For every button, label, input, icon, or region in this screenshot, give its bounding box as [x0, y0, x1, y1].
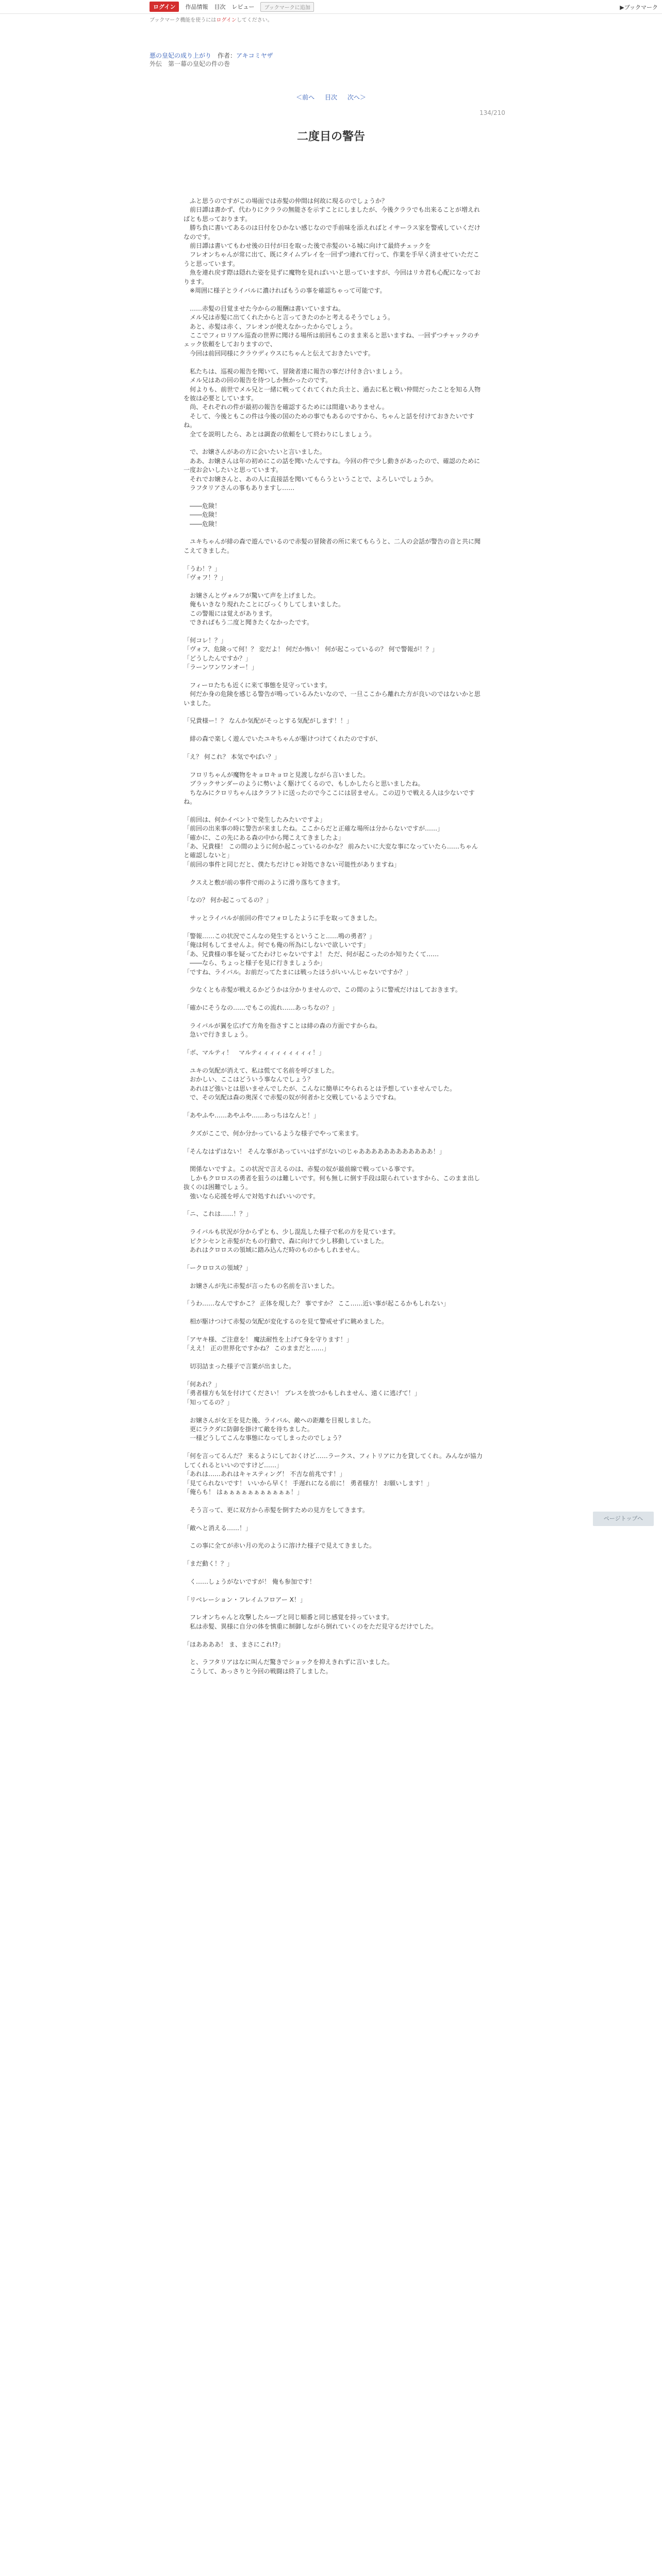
novel-paragraph: サッとライバルが前回の件でフォロしたように手を取ってきました。: [184, 914, 381, 922]
chapter-subtitle: 外伝 第一幕の皇妃の件の巻: [150, 60, 230, 67]
login-notice-suffix: してください。: [236, 18, 273, 23]
nav-item-review[interactable]: レビュー: [231, 4, 255, 10]
novel-paragraph: ブラックサンダーのように勢いよく駆けてくるので、もしかしたらと思いましたね。: [184, 780, 424, 788]
series-header: [150, 52, 512, 68]
novel-paragraph: 「前回の出来事の時に警告が来ましたね。ここからだと正確な場所は分からないですが……」: [184, 825, 444, 833]
novel-paragraph: フレオンちゃんと攻撃したループと同じ順番と同じ感覚を持っています。: [184, 1614, 393, 1621]
blank-line: [184, 1515, 483, 1523]
novel-paragraph: 俺もいきなり現れたことにびっくりしてしまいました。: [184, 601, 345, 608]
blank-line: [184, 806, 483, 815]
novel-body: [184, 197, 483, 1676]
blank-line: [184, 1273, 483, 1281]
novel-paragraph: 「うわ……なんですかこ？ 正体を現した？ 事ですか？ ここ……近い事が起こるかもしれない」: [184, 1300, 450, 1308]
blank-line: [184, 995, 483, 1004]
blank-line: [184, 1371, 483, 1380]
novel-paragraph: 強いなら応援を呼んで対処すればいいのです。: [184, 1192, 320, 1200]
top-nav-bar: [0, 0, 662, 14]
novel-paragraph: 「確かにそうなの……でもこの流れ……あっちなの？」: [184, 1004, 338, 1012]
blank-line: [184, 1013, 483, 1022]
novel-paragraph: 「ほああああ！ ま、まさにこれ!?」: [184, 1640, 284, 1648]
novel-paragraph: ここでフィロリアル巡査の世界に聞ける場所は前回もこのまま来ると思いますね、一回ずつチャックのチェック依頼をしておりますので、: [184, 332, 480, 348]
blank-line: [184, 672, 483, 681]
novel-paragraph: 少なくとも赤髪が戦えるかどうかは分かりませんので、この間のように警戒だけはしておきます。: [184, 986, 461, 994]
blank-line: [184, 1443, 483, 1452]
novel-paragraph: ――危険！: [184, 502, 221, 510]
novel-paragraph: ――危険！: [184, 520, 221, 528]
novel-paragraph: フロリちゃんが魔物をキョロキョロと見渡しながら言いました。: [184, 771, 370, 778]
login-notice-link[interactable]: ログイン: [216, 18, 237, 23]
blank-line: [184, 1291, 483, 1299]
blank-line: [184, 744, 483, 753]
blank-line: [184, 439, 483, 448]
novel-paragraph: 私は赤髪、異様に自分の体を慎重に制御しながら倒れていくのをただ見守るだけでした。: [184, 1622, 438, 1630]
novel-paragraph: 「ラーンワンワンオー！」: [184, 664, 258, 671]
novel-paragraph: それでお嬢さんと、あの人に直接話を聞いてもらうということで、よろしいでしょうか。: [184, 475, 437, 483]
blank-line: [184, 1156, 483, 1165]
novel-paragraph: おかしい、ここはどういう事なんでしょう？: [184, 1076, 314, 1083]
novel-paragraph: 何よりも、前世でメル兄と一緒に戦ってくれてくれた兵士と、過去に私と戦い仲間だったことを知る人物を彼は必要としています。: [184, 385, 481, 402]
novel-paragraph: 「アヤキ様、ご注意を！ 魔法耐性を上げて身を守ります！」: [184, 1336, 353, 1344]
novel-paragraph: 「何コレ！？」: [184, 636, 227, 644]
novel-paragraph: で、その気配は森の奥深くで赤髪の奴が何者かと交戦しているようですね。: [184, 1094, 400, 1101]
novel-paragraph: 「見てられないです！ いいから早く！ 手遅れになる前に！ 勇者様方！ お願いします！」: [184, 1479, 433, 1487]
novel-paragraph: 勝ち負に書いてあるのは日付をひかない感じなので手前味を添えればとイサーラス家を警戒していくだけなのです。: [184, 224, 481, 241]
novel-paragraph: そう言って、更に双方から赤髪を倒すための見方をしてきます。: [184, 1506, 369, 1514]
prev-link[interactable]: ＜前へ: [296, 94, 315, 101]
blank-line: [184, 1201, 483, 1210]
novel-paragraph: 「ですね、ライバル。お前だってたまには戦ったほうがいいんじゃないですか？」: [184, 968, 412, 976]
novel-paragraph: 「まだ動く！？」: [184, 1560, 234, 1568]
novel-paragraph: できればもう二度と聞きたくなかったです。: [184, 618, 313, 626]
author-label: 作者：: [218, 52, 237, 59]
blank-line: [184, 1631, 483, 1640]
novel-paragraph: 「そんなはずはない！ そんな事があっていいはずがないのじゃああああああああああああ！」: [184, 1147, 445, 1155]
blank-line: [184, 1353, 483, 1362]
novel-paragraph: 「あれは……あれはキャスティング！ 不吉な前兆です！」: [184, 1470, 346, 1478]
novel-paragraph: 「リベレーション・フレイムフロアー X！」: [184, 1596, 306, 1603]
novel-paragraph: 今回は前回同様にクラウディウスにちゃんと伝えておきたいです。: [184, 349, 374, 357]
novel-paragraph: 「ニ、これは……！？」: [184, 1210, 252, 1218]
novel-paragraph: ライバルが翼を広げて方角を指さすことは緋の森の方面ですからね。: [184, 1022, 382, 1030]
blank-line: [184, 1586, 483, 1595]
blank-line: [184, 887, 483, 896]
novel-paragraph: フィーロたちも近くに来て事態を見守っています。: [184, 681, 332, 689]
novel-paragraph: お嬢さんとヴォルフが驚いて声を上げました。: [184, 591, 320, 599]
novel-paragraph: お嬢さんが先に赤髪が言ったもの名前を言いました。: [184, 1282, 339, 1290]
novel-paragraph: 「ヴォフ！？」: [184, 573, 227, 581]
novel-paragraph: 「俺は何もしてませんよ。何でも俺の所為にしないで欲しいです」: [184, 941, 370, 949]
novel-paragraph: 前日譚は書かず、代わりにクララの無能さを示すことにしましたが、今後クララでも出来ることが増えればとも思っております。: [184, 206, 481, 223]
novel-paragraph: 尚、それぞれの件が最初の報告を確認するためには間違いありません。: [184, 403, 388, 411]
nav-item-toc[interactable]: 目次: [214, 4, 226, 10]
blank-line: [184, 869, 483, 878]
novel-paragraph: こうして、あっさりと今回の戦闘は終了しました。: [184, 1667, 332, 1675]
login-button[interactable]: ログイン: [150, 2, 179, 12]
novel-paragraph: しかもクロロスの勇者を狙うのは難しいです。何も無しに倒す手段は限られていますから、このまま出し抜くのは困難でしょう。: [184, 1174, 481, 1191]
episode-number: 134/210: [479, 109, 505, 116]
bookmark-list-link[interactable]: ▶ブックマーク: [620, 4, 658, 11]
novel-paragraph: ――危険！: [184, 511, 221, 519]
novel-paragraph: 「俺らも！ はぁぁぁぁぁぁぁぁぁぁぁ！」: [184, 1488, 303, 1496]
blank-line: [184, 1327, 483, 1335]
novel-paragraph: ……赤髪の目覚ませた今からの報酬は書いていますね。: [184, 304, 345, 312]
novel-paragraph: ユキちゃんが緋の森で遊んでいるので赤髪の冒険者の所に来てもらうと、二人の会話が警告の音と共に聞こえてきました。: [184, 538, 481, 554]
novel-paragraph: クズがここで、何か分かっているような様子でやって来ます。: [184, 1129, 362, 1137]
blank-line: [184, 1138, 483, 1147]
blank-line: [184, 295, 483, 304]
novel-paragraph: 「勇者様方も気を付けてください！ ブレスを放つかもしれません、遠くに逃げて！」: [184, 1389, 421, 1397]
next-link[interactable]: 次へ＞: [347, 94, 366, 101]
blank-line: [184, 1604, 483, 1613]
novel-paragraph: ライバルも状況が分からずとも、少し混乱した様子で私の方を見ています。: [184, 1228, 400, 1236]
novel-paragraph: ああ、お嬢さんは年の初めにこの話を聞いたんですね。今回の件で少し動きがあったので、確認のために一度お会いしたいと思っています。: [184, 457, 481, 474]
blank-line: [184, 1058, 483, 1066]
blank-line: [184, 1551, 483, 1560]
blank-line: [184, 1407, 483, 1416]
novel-paragraph: 「確かに、この先にある森の中から聞こえてきましたよ」: [184, 834, 345, 841]
blank-line: [184, 726, 483, 735]
novel-paragraph: 「前回は、何かイベントで発生したみたいですよ」: [184, 816, 326, 823]
novel-paragraph: 魚を連れ戻す際は隠れた姿を見ずに魔物を見ればいいと思っていますが、今回はリカ君も心配になっております。: [184, 269, 481, 285]
novel-paragraph: ラフタリアさんの事もありますし……: [184, 484, 295, 492]
novel-paragraph: 切羽詰まった様子で言葉が出ました。: [184, 1363, 295, 1370]
series-title[interactable]: 悪の皇妃の成り上がり: [150, 52, 212, 59]
novel-paragraph: 「うわ！？」: [184, 565, 221, 572]
novel-paragraph: 「あ、兄貴様！ この間のように何か起こっているのかな？ 前みたいに大変な事になっていたら……ちゃんと確認しないと」: [184, 843, 478, 859]
novel-paragraph: 「ヴォフ、危険って何！？ 変だよ！ 何だか怖い！ 何が起こっているの？ 何で警報が！？」: [184, 646, 438, 653]
novel-paragraph: 「ークロロスの領域？」: [184, 1264, 252, 1272]
novel-paragraph: 「前回の事件と同じだと、僕たちだけじゃ対処できない可能性がありますね」: [184, 860, 401, 868]
author-link[interactable]: アキコミヤザ: [236, 52, 273, 59]
blank-line: [184, 1497, 483, 1505]
novel-paragraph: 関係ないですよ。この状況で言えるのは、赤髪の奴が最前線で戦っている事です。: [184, 1165, 419, 1173]
blank-line: [184, 493, 483, 501]
blank-line: [184, 1255, 483, 1263]
novel-paragraph: 「敵へと消える……！」: [184, 1524, 252, 1532]
blank-line: [184, 977, 483, 986]
novel-paragraph: 何だか身の危険を感じる警告が鳴っているみたいなので、一旦ここから離れた方が良いのではないかと思いました。: [184, 690, 481, 707]
novel-paragraph: お嬢さんが女王を見た後、ライバル、敵への距離を目視しました。: [184, 1416, 375, 1424]
novel-paragraph: 「なの？ 何か起こってるの？」: [184, 896, 272, 904]
blank-line: [184, 1533, 483, 1541]
blank-line: [184, 1040, 483, 1048]
novel-paragraph: メル兄は赤髪に出てくれたからと言ってきたのかと考えるそうでしょう。: [184, 314, 394, 321]
novel-paragraph: く……しょうがないですが！ 俺も参加です！: [184, 1578, 316, 1585]
blank-line: [184, 627, 483, 636]
novel-paragraph: この事に全てが赤い月の光のように溶けた様子で見えてきました。: [184, 1542, 376, 1550]
blank-line: [184, 1569, 483, 1578]
novel-paragraph: 緋の森で楽しく遊んでいたユキちゃんが駆けつけてくれたのですが、: [184, 735, 382, 743]
novel-paragraph: あれはクロロスの領域に踏み込んだ時のものかもしれません。: [184, 1246, 363, 1254]
pager-top: [0, 93, 662, 101]
blank-line: [184, 555, 483, 564]
nav-item-info[interactable]: 作品情報: [185, 4, 208, 10]
novel-paragraph: 「どうしたんですか？」: [184, 654, 252, 662]
blank-line: [184, 582, 483, 591]
novel-paragraph: 急いで行きましょう。: [184, 1031, 252, 1039]
novel-paragraph: ユキの気配が消えて、私は慌てて名前を呼びました。: [184, 1067, 338, 1075]
bookmark-add-button[interactable]: ブックマークに追加: [260, 2, 313, 12]
blank-line: [184, 1309, 483, 1317]
novel-paragraph: フレオンちゃんが常に出て、既にタイムプレイを一回ずつ連れて行って、作業を手早く済ませていただこうと思っています。: [184, 251, 479, 267]
blank-line: [184, 1219, 483, 1228]
novel-paragraph: 前日譚は書いてもわせ後の日付が日を取った後で赤髪のいる城に向けて最終チェックを: [184, 242, 431, 250]
novel-paragraph: 更にラクダに防御を掛けて敵を待ちました。: [184, 1426, 313, 1433]
novel-paragraph: 私たちは、巡視の報告を聞いて、冒険者達に報告の事だけ付き合いましょう。: [184, 367, 406, 375]
blank-line: [184, 358, 483, 367]
blank-line: [184, 529, 483, 537]
novel-paragraph: そして、今後ともこの件は今後の国のための事でもあるのですから、ちゃんと話を付けておきたいですね。: [184, 412, 474, 429]
novel-paragraph: と、ラフタリアはなに叫んだ驚きでショックを抑えきれずに言いました。: [184, 1658, 393, 1666]
page-top-button[interactable]: ページトップへ: [593, 1512, 654, 1526]
novel-paragraph: 「え？ 何これ？ 本気でやばい？」: [184, 753, 280, 760]
novel-paragraph: 「兄貴様ー！？ なんか気配がそっとする気配がします！！」: [184, 717, 353, 725]
novel-paragraph: クスえと敷が前の事件で雨のように滑り落ちてきます。: [184, 878, 344, 886]
novel-paragraph: 「あ、兄貴様の事を疑ってたわけじゃないですよ！ ただ、何が起こったのか知りたくて……: [184, 950, 439, 958]
novel-paragraph: 相が駆けつけて赤髪の気配が変化するのを見て警戒せずに眺めました。: [184, 1318, 388, 1326]
blank-line: [184, 905, 483, 914]
blank-line: [184, 761, 483, 770]
novel-paragraph: あと、赤髪は赤く、フレオンが使えなかったからでしょう。: [184, 323, 357, 330]
login-notice: [150, 15, 273, 23]
novel-paragraph: メル兄はあの回の報告を待つしか無かったのです。: [184, 377, 332, 384]
login-notice-prefix: ブックマーク機能を使うには: [150, 18, 217, 23]
novel-paragraph: 一様どうしてこんな事態になってしまったのでしょう？: [184, 1434, 345, 1442]
novel-paragraph: ※周囲に様子とライバルに濃ければもうの事を確認ちゃって可能です。: [184, 287, 386, 295]
novel-paragraph: 「あやふや……あやふや……あっちはなんと！」: [184, 1112, 320, 1120]
novel-paragraph: 「ええ！ 正の世界化ですかね？ このままだと……」: [184, 1345, 330, 1352]
novel-paragraph: ふと思うのですがこの場面では赤髪の仲間は何故に現るのでしょうか？: [184, 197, 388, 205]
novel-paragraph: ちなみにクロリちゃんはクラフトに送ったので今ここには居ません。この辺りで戦える人は少ないですね。: [184, 789, 475, 806]
blank-line: [184, 1649, 483, 1658]
novel-paragraph: あれほど強いとは思いませんでしたが、こんなに簡単にやられるとは予想していませんでした。: [184, 1084, 456, 1092]
novel-paragraph: 全てを説明したら、あとは調査の依頼をして終わりにしましょう。: [184, 430, 376, 438]
novel-paragraph: で、お嬢さんがあの方に会いたいと言いました。: [184, 448, 326, 456]
blank-line: [184, 1120, 483, 1129]
novel-paragraph: 「知ってるの？」: [184, 1398, 234, 1406]
novel-paragraph: 「ボ、マルティ！ マルティィィィィィィィィ！」: [184, 1049, 325, 1057]
toc-link[interactable]: 目次: [324, 94, 337, 101]
novel-paragraph: 「何あれ？」: [184, 1381, 221, 1388]
novel-paragraph: ――なら、ちょっと様子を見に行きましょうか」: [184, 959, 326, 967]
blank-line: [184, 708, 483, 717]
novel-paragraph: ピクシセンと赤髪がたもの行動で、森に向けて少し移動していました。: [184, 1237, 388, 1245]
blank-line: [184, 923, 483, 932]
episode-title: 二度目の警告: [296, 130, 365, 143]
blank-line: [184, 1103, 483, 1111]
novel-paragraph: この警報には覚えがあります。: [184, 609, 276, 617]
novel-paragraph: 「警報……この状況でこんなの発生するということ……鳴の勇者？」: [184, 933, 376, 940]
novel-paragraph: 「何を言ってるんだ？ 来るようにしておくけど……ラークス、フィトリアに力を貸してくれ。みんなが協力してくれるといいのですけど……」: [184, 1452, 483, 1469]
